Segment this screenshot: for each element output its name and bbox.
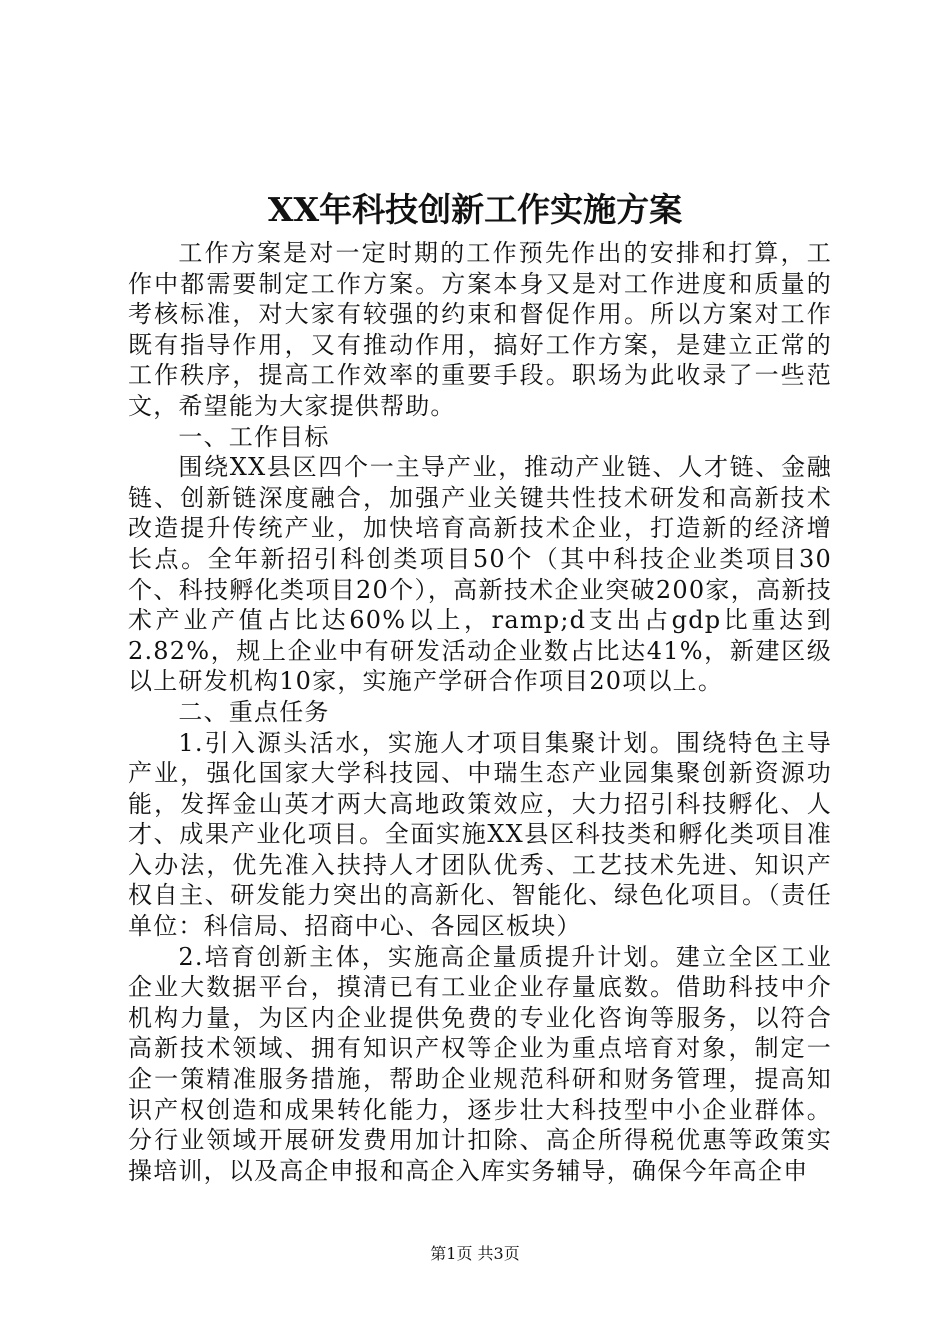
task-paragraph-1: 1.引入源头活水，实施人才项目集聚计划。围绕特色主导产业，强化国家大学科技园、中瑞生态产业园集聚创新资源功能，发挥金山英才两大高地政策效应，大力招引科技孵化、人才、成果产业化项目。全面实施XX县区科技类和孵化类项目准入办法，优先准入扶持人才团队优秀、工艺技术先进、知识产权自主、研发能力突出的高新化、智能化、绿色化项目。（责任单位：科信局、招商中心、各园区板块）: [128, 728, 832, 941]
page-footer: 第1页 共3页: [430, 1244, 520, 1263]
document-body: [128, 238, 832, 1186]
intro-paragraph: 工作方案是对一定时期的工作预先作出的安排和打算，工作中都需要制定工作方案。方案本身又是对工作进度和质量的考核标准，对大家有较强的约束和督促作用。所以方案对工作既有指导作用，又有推动作用，搞好工作方案，是建立正常的工作秩序，提高工作效率的重要手段。职场为此收录了一些范文，希望能为大家提供帮助。: [128, 239, 832, 420]
section-heading-tasks: 二、重点任务: [178, 697, 330, 726]
task-paragraph-2: 2.培育创新主体，实施高企量质提升计划。建立全区工业企业大数据平台，摸清已有工业企业存量底数。借助科技中介机构力量，为区内企业提供免费的专业化咨询等服务，以符合高新技术领域、拥有知识产权等企业为重点培育对象，制定一企一策精准服务措施，帮助企业规范科研和财务管理，提高知识产权创造和成果转化能力，逐步壮大科技型中小企业群体。分行业领域开展研发费用加计扣除、高企所得税优惠等政策实操培训，以及高企申报和高企入库实务辅导，确保今年高企申: [128, 942, 832, 1185]
document-title: XX年科技创新工作实施方案: [267, 190, 683, 229]
goals-paragraph: 围绕XX县区四个一主导产业，推动产业链、人才链、金融链、创新链深度融合，加强产业关键共性技术研发和高新技术改造提升传统产业，加快培育高新技术企业，打造新的经济增长点。全年新招引科创类项目50个（其中科技企业类项目30个、科技孵化类项目20个），高新技术企业突破200家，高新技术产业产值占比达60%以上，ramp;d支出占gdp比重达到2.82%，规上企业中有研发活动企业数占比达41%，新建区级以上研发机构10家，实施产学研合作项目20项以上。: [128, 453, 832, 696]
section-heading-goals: 一、工作目标: [178, 422, 330, 451]
